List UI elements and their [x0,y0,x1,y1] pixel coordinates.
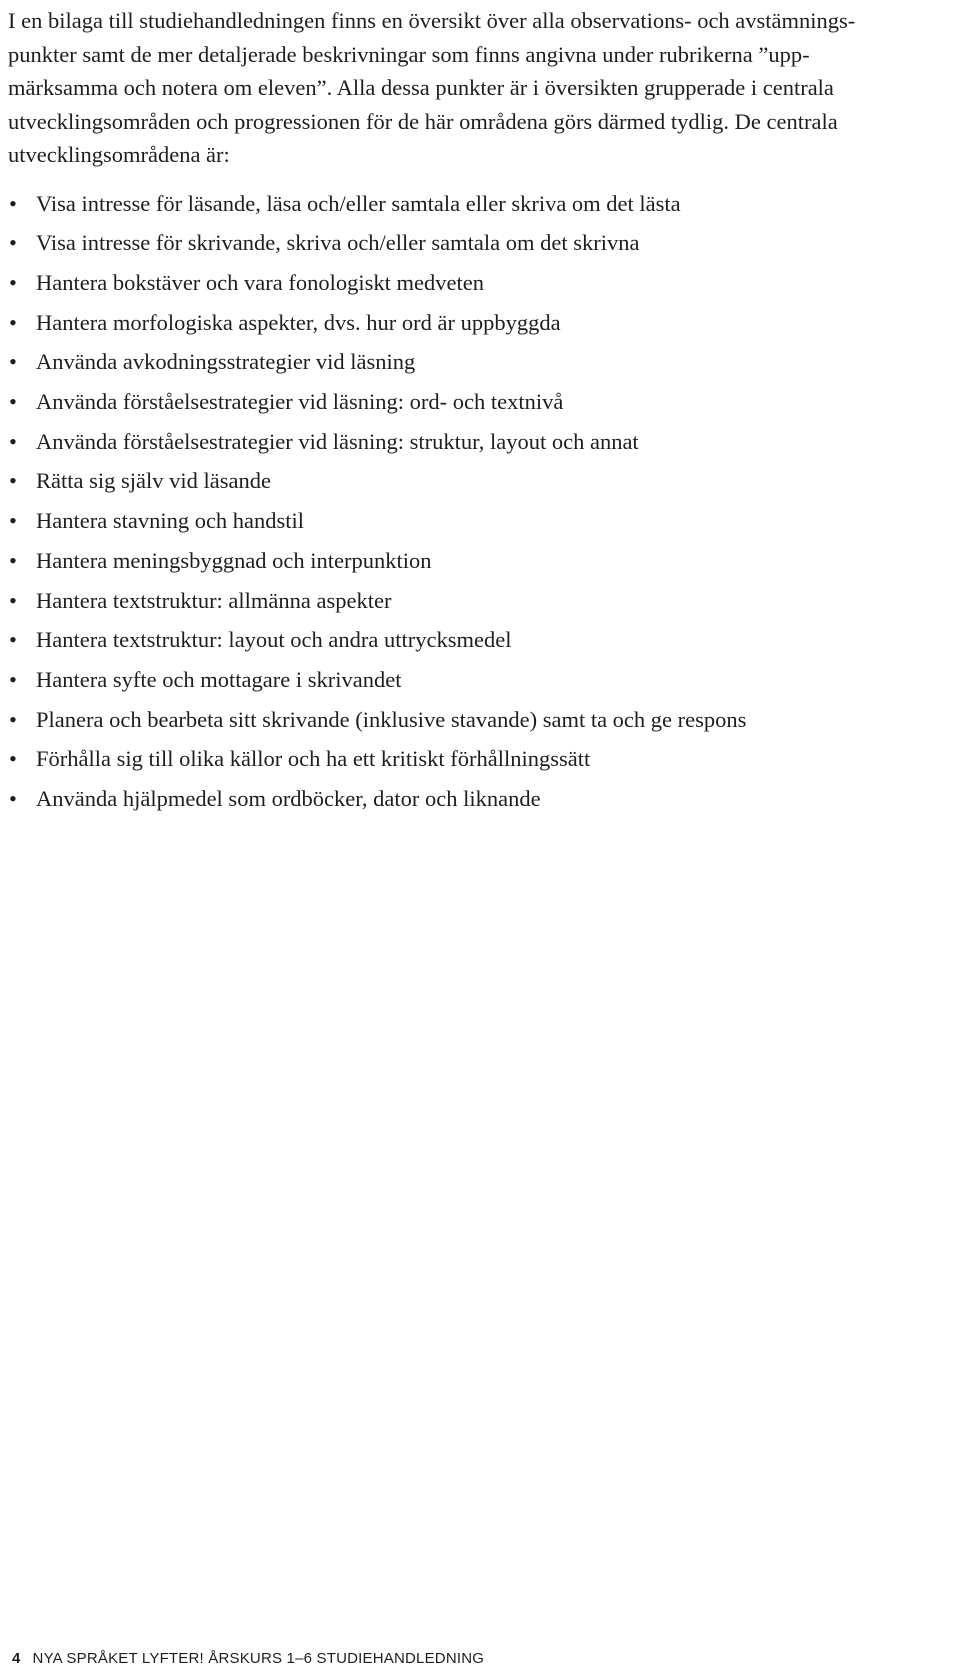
bullet-icon: • [9,349,17,375]
list-item [8,461,938,501]
list-item [8,541,938,581]
page-footer [12,1650,484,1668]
list-item-text: Visa intresse för skrivande, skriva och/eller samtala om det skrivna [36,230,640,256]
bullet-icon: • [9,587,17,613]
running-title: NYA SPRÅKET LYFTER! ÅRSKURS 1–6 STUDIEHANDLEDNING [32,1650,485,1667]
bullet-icon: • [9,786,17,812]
bullet-icon: • [9,547,17,573]
list-item-text: Planera och bearbeta sitt skrivande (inklusive stavande) samt ta och ge respons [36,706,747,732]
list-item [8,422,938,462]
page-content [8,4,938,819]
list-item [8,184,938,224]
list-item [8,700,938,740]
list-item-text: Använda avkodningsstrategier vid läsning [36,349,416,375]
list-item [8,342,938,382]
list-item [8,779,938,819]
list-item [8,620,938,660]
intro-line: märksamma och notera om eleven”. Alla dessa punkter är i översikten grupperade i centrala [8,75,834,100]
list-item-text: Förhålla sig till olika källor och ha ett kritiskt förhållningssätt [36,746,591,772]
bullet-icon: • [9,269,17,295]
development-areas-list [8,184,938,819]
list-item [8,739,938,779]
intro-line: punkter samt de mer detaljerade beskrivningar som finns angivna under rubrikerna ”upp- [8,41,810,67]
list-item-text: Använda hjälpmedel som ordböcker, dator och liknande [36,786,541,812]
list-item [8,223,938,263]
list-item-text: Hantera bokstäver och vara fonologiskt medveten [36,269,484,295]
list-item-text: Hantera stavning och handstil [36,508,305,534]
list-item [8,660,938,700]
list-item-text: Visa intresse för läsande, läsa och/eller samtala eller skriva om det lästa [36,190,681,216]
list-item-text: Hantera textstruktur: layout och andra uttrycksmedel [36,627,512,653]
bullet-icon: • [9,508,17,534]
list-item [8,263,938,303]
list-item-text: Rätta sig själv vid läsande [36,468,271,494]
list-item-text: Hantera morfologiska aspekter, dvs. hur ord är uppbyggda [36,309,561,335]
list-item [8,382,938,422]
list-item-text: Hantera meningsbyggnad och interpunktion [36,547,432,573]
list-item-text: Använda förståelsestrategier vid läsning: ord- och textnivå [36,389,564,415]
list-item [8,501,938,541]
bullet-icon: • [9,627,17,653]
list-item-text: Hantera syfte och mottagare i skrivandet [36,666,402,692]
intro-paragraph [8,4,938,172]
list-item-text: Använda förståelsestrategier vid läsning: struktur, layout och annat [36,428,639,454]
list-item [8,303,938,343]
bullet-icon: • [9,428,17,454]
bullet-icon: • [9,468,17,494]
intro-line: I en bilaga till studiehandledningen finns en översikt över alla observations- och avstämnings- [8,8,856,33]
bullet-icon: • [9,706,17,732]
bullet-icon: • [9,190,17,216]
intro-line: utvecklingsområdena är: [8,142,230,167]
list-item-text: Hantera textstruktur: allmänna aspekter [36,587,392,613]
bullet-icon: • [9,666,17,692]
list-item [8,581,938,621]
bullet-icon: • [9,309,17,335]
bullet-icon: • [9,230,17,256]
bullet-icon: • [9,746,17,772]
bullet-icon: • [9,389,17,415]
page-number: 4 [12,1650,21,1667]
intro-line: utvecklingsområden och progressionen för de här områdena görs därmed tydlig. De centrala [8,108,838,134]
